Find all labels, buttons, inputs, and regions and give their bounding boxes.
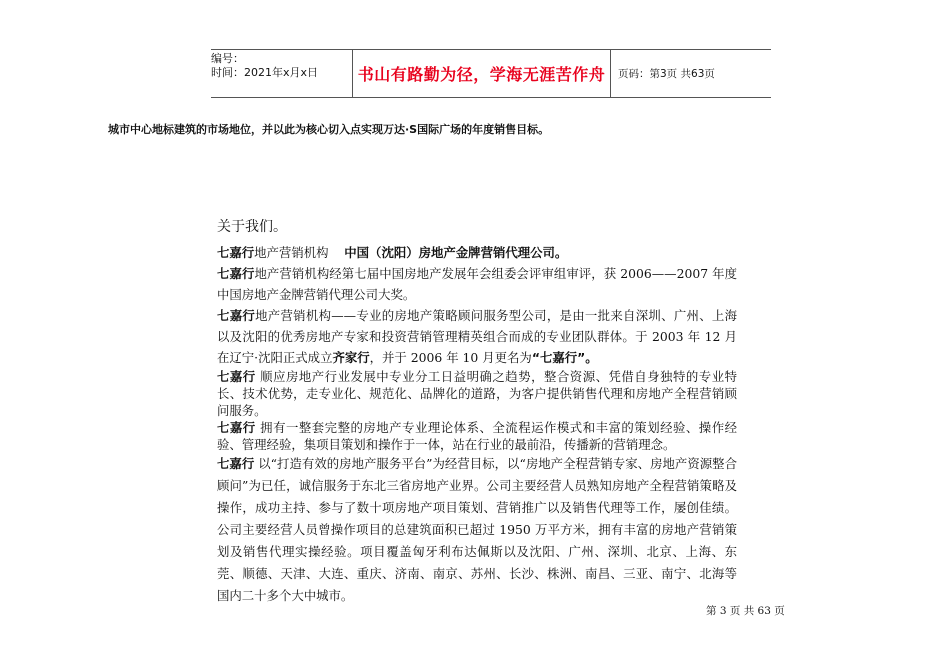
header-meta-cell	[211, 50, 352, 97]
paragraph-1	[217, 242, 737, 263]
motto-text: 书山有路勤为径，学海无涯苦作舟	[357, 65, 606, 84]
company-name: 七嘉行	[217, 456, 255, 471]
company-name: 七嘉行	[217, 420, 256, 435]
doc-time-label: 时间：2021年x月x日	[211, 66, 319, 79]
company-name: 七嘉行	[217, 266, 255, 281]
company-name: 七嘉行	[217, 369, 256, 384]
paragraph-3	[217, 305, 737, 368]
former-name: 齐家行	[332, 350, 370, 365]
page-footer: 第 3 页 共 63 页	[706, 605, 785, 617]
intro-line: 城市中心地标建筑的市场地位，并以此为核心切入点实现万达·S国际广场的年度销售目标。	[108, 123, 550, 136]
header-table	[211, 49, 771, 98]
paragraph-text: 顺应房地产行业发展中专业分工日益明确之趋势，整合资源、凭借自身独特的专业特长、技术优势，走专业化、规范化、品牌化的道路，为客户提供销售代理和房地产全程营销顾问服务。	[217, 369, 738, 418]
section-title: 关于我们。	[217, 219, 287, 235]
about-section	[217, 216, 737, 607]
paragraph-text: 以“打造有效的房地产服务平台”为经营目标，以“房地产全程营销专家、房地产资源整合顾问”为已任，诚信服务于东北三省房地产业界。公司主要经营人员熟知房地产全程营销策略及操作，成功主持、参与了数十项房地产项目策划、营销推广以及销售代理等工作，屡创佳绩。公司主要经营人员曾操作项目的总建筑面积已超过 1950 万平方米，拥有丰富的房地产营销策划及销售代理实操经验。项目覆盖匈牙利布达佩斯以及沈阳、广州、深圳、北京、上海、东莞、顺德、天津、大连、重庆、济南、南京、苏州、长沙、株洲、南昌、三亚、南宁、北海等国内二十多个大中城市。	[217, 456, 737, 603]
company-name: 七嘉行	[217, 308, 256, 323]
paragraph-text: 地产营销机构经第七届中国房地产发展年会组委会评审组审评，获 2006——2007 年度中国房地产金牌营销代理公司大奖。	[217, 266, 737, 302]
paragraph-text-sans: 理精英组合而成的专业团队群体。	[445, 329, 636, 344]
header-motto-cell	[352, 50, 611, 97]
header-page-cell	[611, 50, 771, 97]
paragraph-5	[217, 419, 737, 453]
new-name: “七嘉行”。	[531, 350, 598, 365]
paragraph-text: 于 2003 年 12 月在辽宁·沈阳正式成立	[217, 329, 738, 365]
paragraph-4	[217, 368, 737, 419]
paragraph-text: ，并于 2006 年 10 月更名为	[369, 350, 532, 365]
org-type: 地产营销机构	[254, 245, 329, 260]
page-info: 页码：第3页 共63页	[618, 68, 715, 80]
company-name: 七嘉行	[217, 245, 255, 260]
paragraph-2	[217, 263, 737, 305]
paragraph-6	[217, 453, 737, 607]
doc-id-label: 编号：	[211, 52, 244, 65]
paragraph-text: 拥有一整套完整的房地产专业理论体系、全流程运作模式和丰富的策划经验、操作经验、管理经验，集项目策划和操作于一体，站在行业的最前沿，传播新的营销理念。	[217, 420, 738, 452]
paragraph-text: 地产营销机构——专业的房地产策略顾问服务型公司，是由一批来自深圳、广州、上海以及沈阳的优秀房地产专家和投资营销管	[217, 308, 737, 344]
company-title: 中国（沈阳）房地产金牌营销代理公司。	[344, 245, 568, 260]
